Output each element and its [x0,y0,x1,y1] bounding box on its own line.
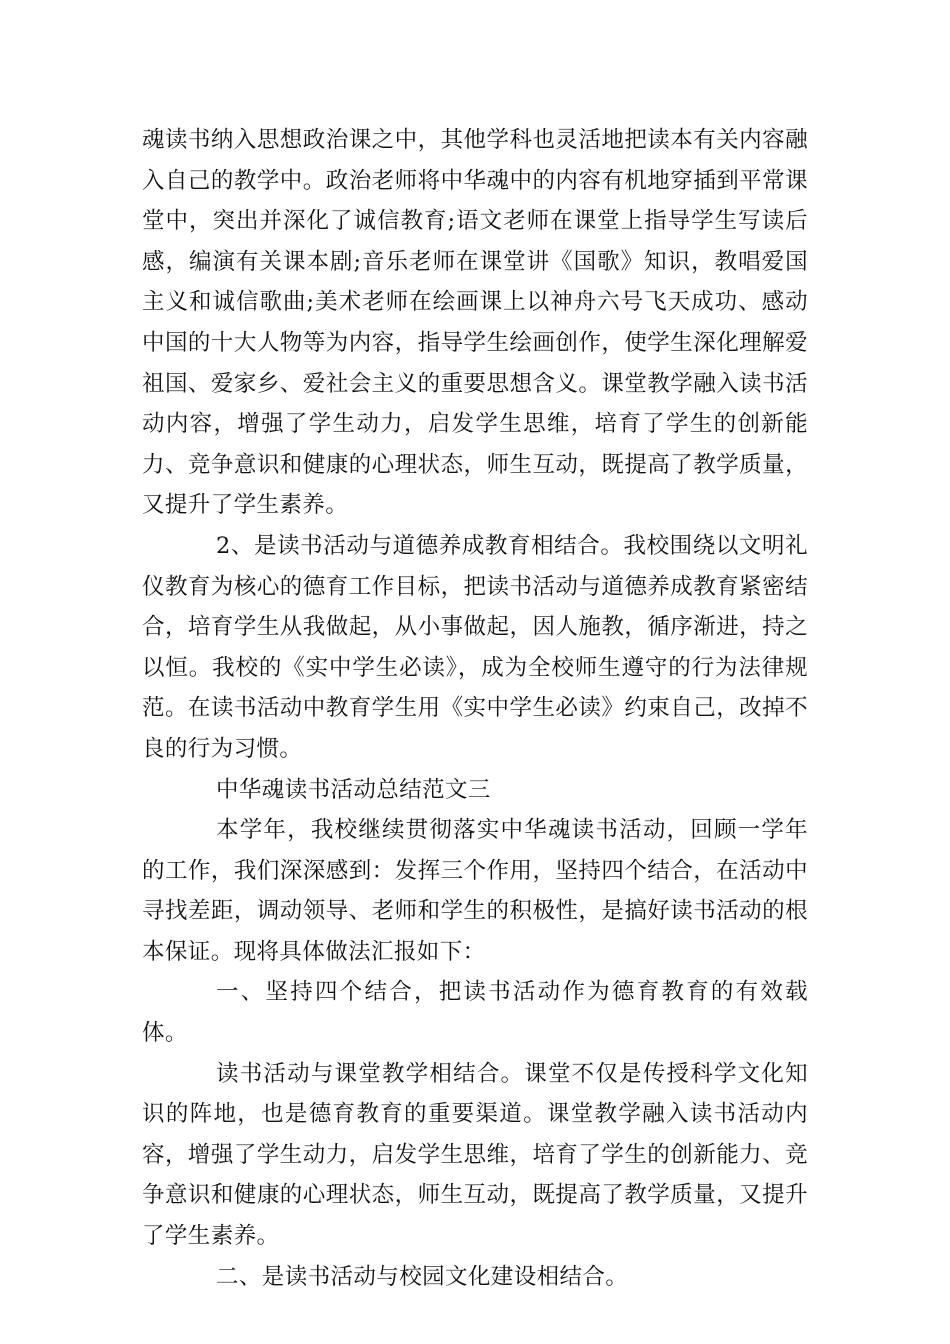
document-page [142,120,808,1297]
heading-campus-culture: 二、是读书活动与校园文化建设相结合。 [216,1263,629,1290]
paragraph-intro: 本学年，我校继续贯彻落实中华魂读书活动，回顾一学年的工作，我们深深感到：发挥三个作用，坚持四个结合，在活动中寻找差距，调动领导、老师和学生的积极性，是搞好读书活动的根本保证。现将具体做法汇报如下： [142,817,808,965]
heading-four-combinations: 一、坚持四个结合，把读书活动作为德育教育的有效载体。 [142,979,808,1047]
paragraph-moral-education: 2、是读书活动与道德养成教育相结合。我校围绕以文明礼仪教育为核心的德育工作目标，把读书活动与道德养成教育紧密结合，培育学生从我做起，从小事做起，因人施教，循序渐进，持之以恒。我校的《实中学生必读》，成为全校师生遵守的行为法律规范。在读书活动中教育学生用《实中学生必读》约束自己，改掉不良的行为习惯。 [142,532,808,762]
paragraph-classroom-teaching: 读书活动与课堂教学相结合。课堂不仅是传授科学文化知识的阵地，也是德育教育的重要渠道。课堂教学融入读书活动内容，增强了学生动力，启发学生思维，培育了学生的创新能力、竞争意识和健康的心理状态，师生互动，既提高了教学质量，又提升了学生素养。 [142,1060,808,1250]
paragraph-classroom-integration: 魂读书纳入思想政治课之中，其他学科也灵活地把读本有关内容融入自己的教学中。政治老师将中华魂中的内容有机地穿插到平常课堂中，突出并深化了诚信教育;语文老师在课堂上指导学生写读后感，编演有关课本剧;音乐老师在课堂讲《国歌》知识，教唱爱国主义和诚信歌曲;美术老师在绘画课上以神舟六号飞天成功、感动中国的十大人物等为内容，指导学生绘画创作，使学生深化理解爱祖国、爱家乡、爱社会主义的重要思想含义。课堂教学融入读书活动内容，增强了学生动力，启发学生思维，培育了学生的创新能力、竞争意识和健康的心理状态，师生互动，既提高了教学质量，又提升了学生素养。 [142,127,808,519]
section-title: 中华魂读书活动总结范文三 [216,776,491,803]
